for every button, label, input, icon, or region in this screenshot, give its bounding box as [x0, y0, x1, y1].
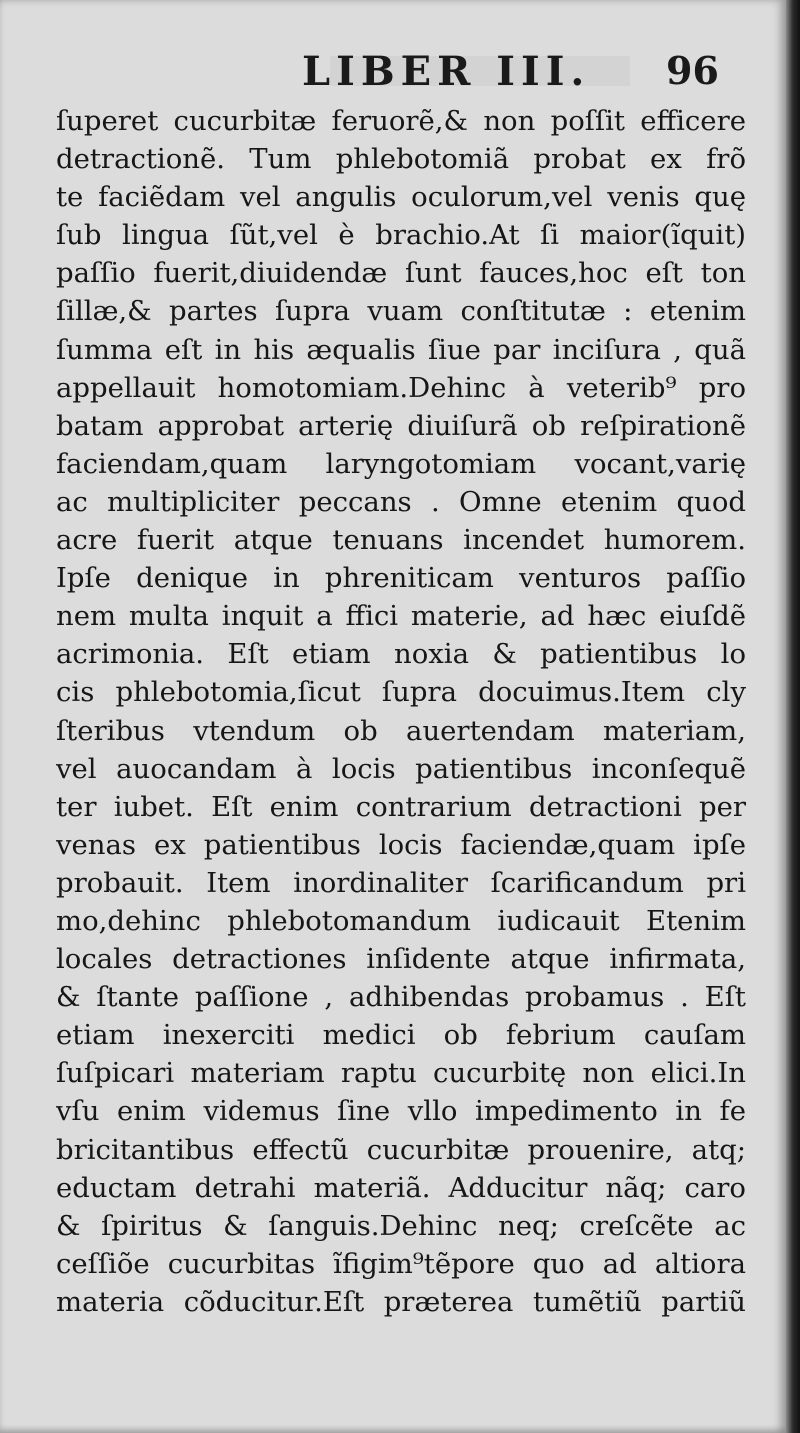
page-edge-shadow — [786, 0, 800, 1433]
running-title: LIBER III. — [302, 48, 591, 95]
text-line: ſumma eſt in his æqualis ſiue par inciſura , quã — [56, 333, 746, 366]
page-number: 96 — [666, 48, 719, 93]
text-line: ceſſiõe cucurbitas ĩfigim⁹tẽpore quo ad altiora — [56, 1247, 746, 1280]
text-line: materia cõducitur.Eſt præterea tumẽtiũ partiũ — [56, 1285, 746, 1318]
page-header — [0, 44, 786, 104]
text-line: appellauit homotomiam.Dehinc à veterib⁹ pro — [56, 371, 746, 404]
text-line: probauit. Item inordinaliter ſcarificandum pri — [56, 866, 746, 899]
text-line: faciendam,quam laryngotomiam vocant,varię — [56, 447, 746, 480]
body-text — [56, 102, 746, 1321]
text-line: vſu enim videmus ſine vllo impedimento in fe — [56, 1095, 746, 1128]
text-line: venas ex patientibus locis faciendæ,quam ipſe — [56, 828, 746, 861]
text-line: ſillæ,& partes ſupra vuam conſtitutæ : etenim — [56, 295, 746, 328]
text-line: ſteribus vtendum ob auertendam materiam, — [56, 714, 746, 747]
text-line: ter iubet. Eſt enim contrarium detractioni per — [56, 790, 746, 823]
text-line: detractionẽ. Tum phlebotomiã probat ex frõ — [56, 143, 746, 176]
text-line: batam approbat arterię diuiſurã ob reſpirationẽ — [56, 409, 746, 442]
text-line: paſſio fuerit,diuidendæ ſunt fauces,hoc eſt ton — [56, 257, 746, 290]
show-through-text — [60, 1370, 740, 1410]
text-line: etiam inexerciti medici ob febrium cauſam — [56, 1019, 746, 1052]
text-line: & ſtante paſſione , adhibendas probamus . Eſt — [56, 981, 746, 1014]
text-line: eductam detrahi materiã. Adducitur nãq; caro — [56, 1171, 746, 1204]
text-line: & ſpiritus & ſanguis.Dehinc neq; creſcẽte ac — [56, 1209, 746, 1242]
text-line: ac multipliciter peccans . Omne etenim quod — [56, 485, 746, 518]
text-line: acrimonia. Eſt etiam noxia & patientibus lo — [56, 638, 746, 671]
text-line: bricitantibus effectũ cucurbitæ prouenire, atq; — [56, 1133, 746, 1166]
text-line: vel auocandam à locis patientibus inconſequẽ — [56, 752, 746, 785]
text-line: locales detractiones inſidente atque infirmata, — [56, 943, 746, 976]
text-line: mo,dehinc phlebotomandum iudicauit Etenim — [56, 904, 746, 937]
text-line: nem multa inquit a ffici materie, ad hæc eiuſdẽ — [56, 600, 746, 633]
text-line: cis phlebotomia,ſicut ſupra docuimus.Item cly — [56, 676, 746, 709]
text-line: acre fuerit atque tenuans incendet humorem. — [56, 524, 746, 557]
text-line: ſuperet cucurbitæ feruorẽ,& non poſſit efficere — [56, 105, 746, 137]
text-line: Ipſe denique in phreniticam venturos paſſio — [56, 562, 746, 595]
text-line: ſuſpicari materiam raptu cucurbitę non elici.In — [56, 1057, 746, 1090]
text-line: ſub lingua ſũt,vel è brachio.At ſi maior(ĩquit) — [56, 219, 746, 252]
text-line: te faciẽdam vel angulis oculorum,vel venis quę — [56, 181, 746, 214]
